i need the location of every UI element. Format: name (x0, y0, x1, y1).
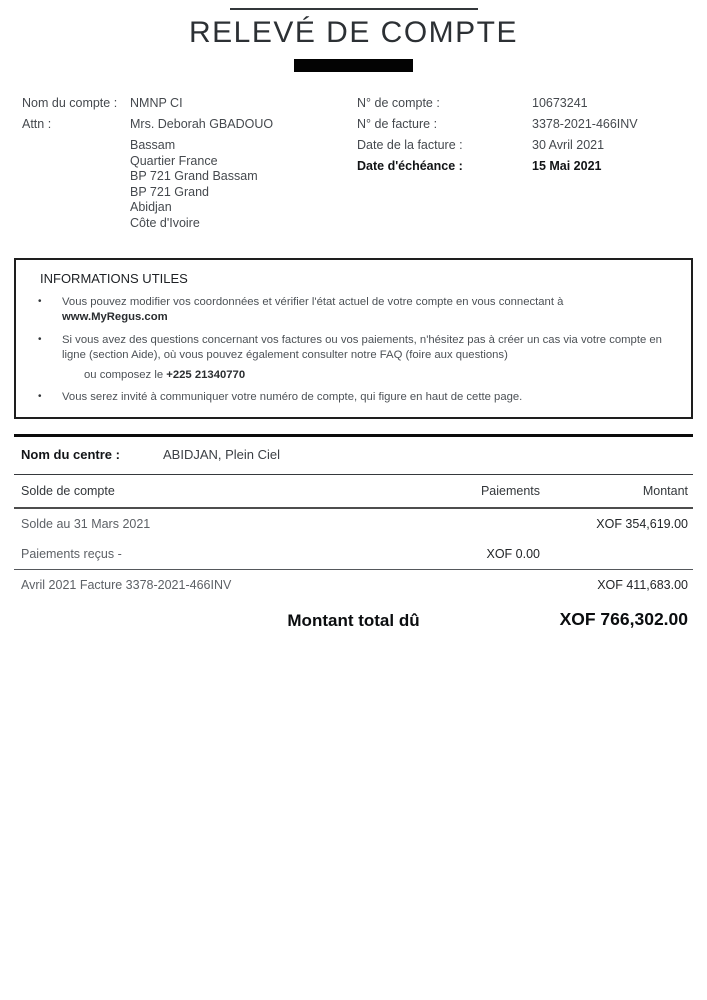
info-bullet-account-number (16, 390, 681, 405)
bullet-icon: • (38, 391, 42, 402)
due-date-value: 15 Mai 2021 (532, 159, 602, 173)
info-bullet-questions (16, 333, 681, 362)
row-payments: XOF 0.00 (486, 547, 540, 561)
row-amount: XOF 354,619.00 (596, 517, 688, 531)
info-bullet-myregus (16, 295, 681, 324)
address-line: BP 721 Grand (130, 184, 209, 199)
total-row (14, 600, 693, 643)
info-bullet-myregus-text (62, 295, 681, 324)
total-amount: XOF 766,302.00 (559, 609, 688, 629)
address-line: Quartier France (130, 153, 218, 168)
useful-info-box (14, 258, 693, 419)
total-label: Montant total dû (287, 611, 420, 630)
row-description: Avril 2021 Facture 3378-2021-466INV (21, 578, 232, 592)
attn-label: Attn : (22, 117, 52, 131)
row-amount: XOF 411,683.00 (597, 578, 688, 592)
table-row (14, 570, 693, 600)
bullet-icon: • (38, 334, 42, 345)
centre-label: Nom du centre : (21, 446, 120, 462)
centre-value: ABIDJAN, Plein Ciel (163, 446, 281, 462)
address-line: BP 721 Grand Bassam (130, 169, 258, 183)
invoice-block (357, 96, 687, 231)
page-title: RELEVÉ DE COMPTE (188, 16, 519, 49)
centre-row (14, 437, 693, 471)
invoice-number-label: N° de facture : (357, 117, 438, 131)
account-name-label: Nom du compte : (22, 96, 118, 110)
useful-info-title: INFORMATIONS UTILES (40, 271, 188, 286)
info-bullet-questions-text: Si vous avez des questions concernant vos factures ou vos paiements, n'hésitez pas à créer un cas via votre compte en ligne (section Aide), où vous pouvez également consulter notre FAQ (foire aux questions) (62, 334, 662, 361)
info-bullet-account-number-text: Vous serez invité à communiquer votre numéro de compte, qui figure en haut de cette page. (62, 391, 523, 403)
table-row (14, 509, 693, 539)
account-number-label: N° de compte : (357, 96, 440, 110)
balance-table (14, 475, 693, 601)
account-number-value: 10673241 (532, 96, 588, 110)
row-description: Solde au 31 Mars 2021 (21, 517, 151, 531)
account-block (22, 96, 357, 231)
address-line: Abidjan (130, 200, 172, 214)
table-header-row (14, 475, 693, 507)
invoice-number-value: 3378-2021-466INV (532, 117, 638, 131)
address-line: Côte d'Ivoire (130, 215, 200, 230)
address-line: Bassam (130, 138, 176, 152)
row-description: Paiements reçus - (21, 547, 122, 561)
account-name-value: NMNP CI (130, 96, 183, 110)
title-underline-bar (294, 59, 413, 72)
header-top-rule (230, 8, 478, 10)
column-header-amount: Montant (642, 483, 688, 498)
phone-prefix: ou composez le (84, 369, 167, 381)
due-date-label: Date d'échéance : (357, 159, 463, 173)
phone-number: +225 21340770 (166, 369, 246, 381)
invoice-date-value: 30 Avril 2021 (532, 138, 605, 152)
phone-line (84, 369, 681, 381)
invoice-date-label: Date de la facture : (357, 138, 463, 152)
address-block (130, 138, 357, 231)
table-row (14, 539, 693, 569)
column-header-payments: Paiements (480, 483, 540, 498)
bullet-icon: • (38, 296, 42, 307)
bullet1-text: Vous pouvez modifier vos coordonnées et vérifier l'état actuel de votre compte en vous connectant à (62, 296, 564, 308)
attn-value: Mrs. Deborah GBADOUO (130, 117, 274, 131)
account-info-section (22, 96, 687, 231)
column-header-description: Solde de compte (21, 483, 115, 498)
myregus-url: www.MyRegus.com (62, 310, 168, 323)
